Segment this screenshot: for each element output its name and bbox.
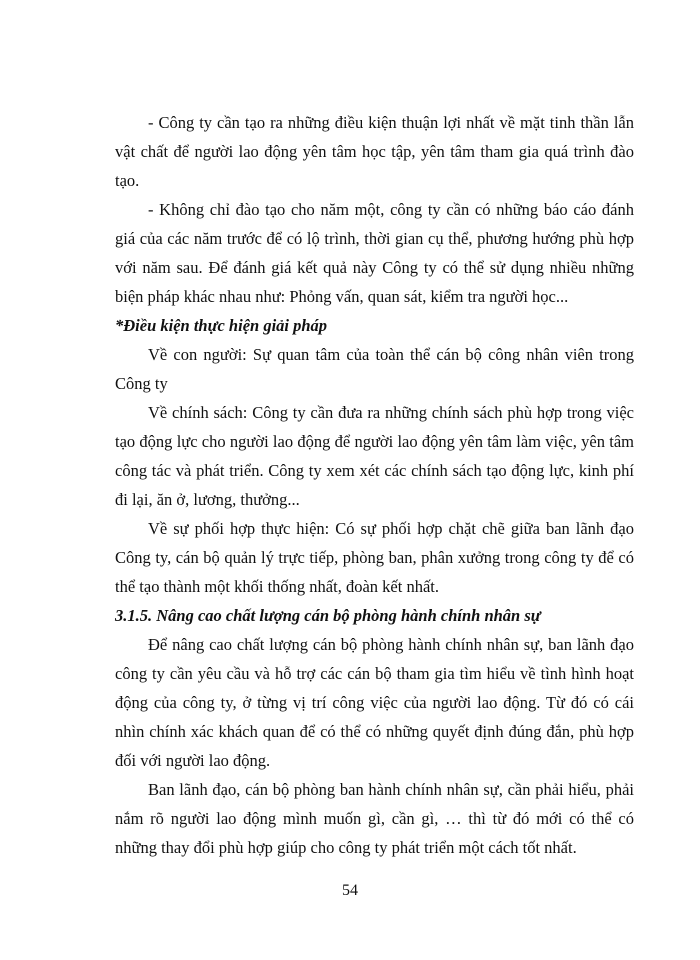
heading-implementation-conditions: *Điều kiện thực hiện giải pháp bbox=[115, 316, 328, 335]
paragraph-hr-quality: Để nâng cao chất lượng cán bộ phòng hành chính nhân sự, ban lãnh đạo công ty cần yêu cầu và hỗ trợ các cán bộ tham gia tìm hiểu về tình hình hoạt động của công ty, ở từng vị trí công việc của người lao động. Từ đó có cái nhìn chính xác khách quan để có thể có những quyết định đúng đắn, phù hợp đối với người lao động. bbox=[115, 635, 634, 770]
paragraph-coordination: Về sự phối hợp thực hiện: Có sự phối hợp chặt chẽ giữa ban lãnh đạo Công ty, cán bộ quản lý trực tiếp, phòng ban, phân xưởng trong công ty để có thể tạo thành một khối thống nhất, đoàn kết nhất. bbox=[115, 519, 634, 596]
paragraph-people: Về con người: Sự quan tâm của toàn thể cán bộ công nhân viên trong Công ty bbox=[115, 345, 634, 393]
paragraph-training-evaluation: - Không chỉ đào tạo cho năm một, công ty cần có những báo cáo đánh giá của các năm trước để có lộ trình, thời gian cụ thể, phương hướng phù hợp với năm sau. Để đánh giá kết quả này Công ty có thể sử dụng nhiều những biện pháp khác nhau như: Phỏng vấn, quan sát, kiểm tra người học... bbox=[115, 200, 634, 306]
document-body bbox=[115, 108, 634, 862]
paragraph-training-conditions: - Công ty cần tạo ra những điều kiện thuận lợi nhất về mặt tinh thần lẫn vật chất để người lao động yên tâm học tập, yên tâm tham gia quá trình đào tạo. bbox=[115, 113, 634, 190]
page-number: 54 bbox=[342, 882, 358, 899]
paragraph-leadership: Ban lãnh đạo, cán bộ phòng ban hành chính nhân sự, cần phải hiểu, phải nắm rõ người lao động mình muốn gì, cần gì, … thì từ đó mới có thể có những thay đổi phù hợp giúp cho công ty phát triển một cách tốt nhất. bbox=[115, 780, 634, 857]
paragraph-policy: Về chính sách: Công ty cần đưa ra những chính sách phù hợp trong việc tạo động lực cho người lao động để người lao động yên tâm làm việc, yên tâm công tác và phát triển. Công ty xem xét các chính sách tạo động lực, kinh phí đi lại, ăn ở, lương, thưởng... bbox=[115, 403, 634, 509]
heading-section-3-1-5: 3.1.5. Nâng cao chất lượng cán bộ phòng hành chính nhân sự bbox=[115, 606, 541, 625]
